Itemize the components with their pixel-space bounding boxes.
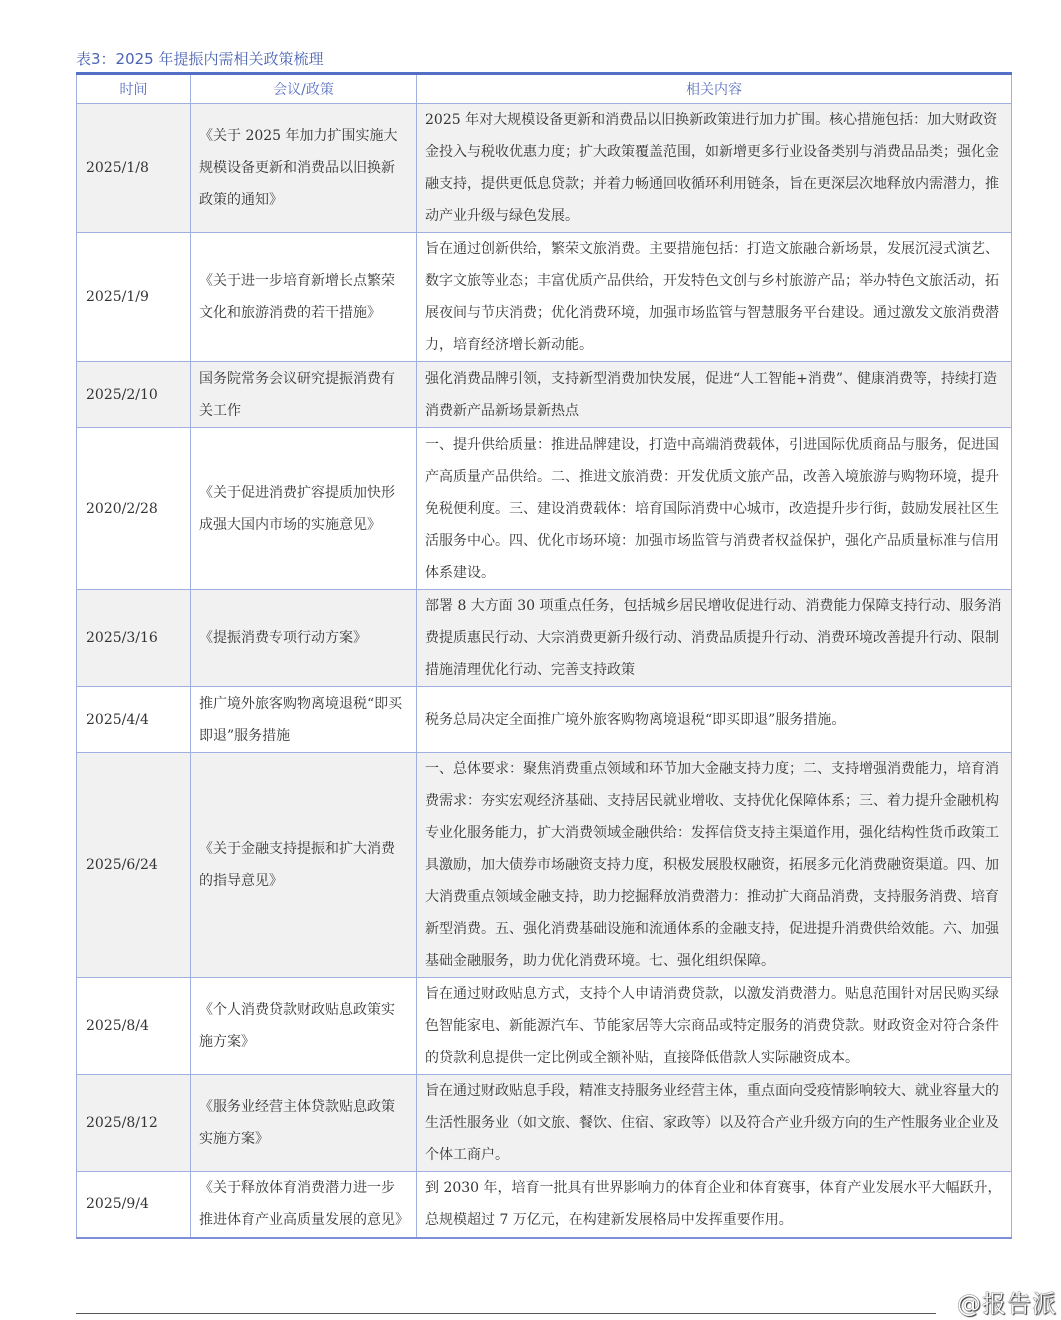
row-date: 2025/3/16 (77, 590, 191, 687)
row-date: 2020/2/28 (77, 428, 191, 590)
table-row (77, 428, 1012, 590)
table-row (77, 104, 1012, 233)
row-content: 强化消费品牌引领，支持新型消费加快发展，促进“人工智能+消费”、健康消费等，持续打造消费新产品新场景新热点 (417, 362, 1012, 428)
row-date: 2025/1/8 (77, 104, 191, 233)
row-policy: 《关于金融支持提振和扩大消费的指导意见》 (191, 753, 417, 978)
row-content: 一、提升供给质量：推进品牌建设，打造中高端消费载体，引进国际优质商品与服务，促进国产高质量产品供给。二、推进文旅消费：开发优质文旅产品，改善入境旅游与购物环境，提升免税便利度。三、建设消费载体：培育国际消费中心城市，改造提升步行街，鼓励发展社区生活服务中心。四、优化市场环境：加强市场监管与消费者权益保护，强化产品质量标准与信用体系建设。 (417, 428, 1012, 590)
row-policy: 《关于促进消费扩容提质加快形成强大国内市场的实施意见》 (191, 428, 417, 590)
row-date: 2025/9/4 (77, 1172, 191, 1238)
table-row (77, 978, 1012, 1075)
table-row (77, 362, 1012, 428)
row-policy: 《提振消费专项行动方案》 (191, 590, 417, 687)
table-row (77, 233, 1012, 362)
row-content: 税务总局决定全面推广境外旅客购物离境退税“即买即退”服务措施。 (417, 687, 1012, 753)
header-policy: 会议/政策 (191, 74, 417, 104)
row-date: 2025/6/24 (77, 753, 191, 978)
header-content: 相关内容 (417, 74, 1012, 104)
row-date: 2025/2/10 (77, 362, 191, 428)
table-row (77, 1172, 1012, 1238)
row-content: 旨在通过创新供给，繁荣文旅消费。主要措施包括：打造文旅融合新场景，发展沉浸式演艺、数字文旅等业态；丰富优质产品供给，开发特色文创与乡村旅游产品；举办特色文旅活动，拓展夜间与节庆消费；优化消费环境，加强市场监管与智慧服务平台建设。通过激发文旅消费潜力，培育经济增长新动能。 (417, 233, 1012, 362)
row-policy: 推广境外旅客购物离境退税“即买即退”服务措施 (191, 687, 417, 753)
table-row (77, 687, 1012, 753)
row-date: 2025/1/9 (77, 233, 191, 362)
row-content: 一、总体要求：聚焦消费重点领域和环节加大金融支持力度；二、支持增强消费能力，培育消费需求：夯实宏观经济基础、支持居民就业增收、支持优化保障体系；三、着力提升金融机构专业化服务能力，扩大消费领域金融供给：发挥信贷支持主渠道作用，强化结构性货币政策工具激励，加大债券市场融资支持力度，积极发展股权融资，拓展多元化消费融资渠道。四、加大消费重点领域金融支持，助力挖掘释放消费潜力：推动扩大商品消费，支持服务消费、培育新型消费。五、强化消费基础设施和流通体系的金融支持，促进提升消费供给效能。六、加强基础金融服务，助力优化消费环境。七、强化组织保障。 (417, 753, 1012, 978)
row-content: 到 2030 年，培育一批具有世界影响力的体育企业和体育赛事，体育产业发展水平大幅跃升，总规模超过 7 万亿元，在构建新发展格局中发挥重要作用。 (417, 1172, 1012, 1238)
table-row (77, 1075, 1012, 1172)
row-content: 2025 年对大规模设备更新和消费品以旧换新政策进行加力扩围。核心措施包括：加大财政资金投入与税收优惠力度；扩大政策覆盖范围，如新增更多行业设备类别与消费品品类；强化金融支持，提供更低息贷款；并着力畅通回收循环利用链条，旨在更深层次地释放内需潜力，推动产业升级与绿色发展。 (417, 104, 1012, 233)
table-row (77, 590, 1012, 687)
table-row (77, 753, 1012, 978)
row-content: 旨在通过财政贴息方式，支持个人申请消费贷款，以激发消费潜力。贴息范围针对居民购买绿色智能家电、新能源汽车、节能家居等大宗商品或特定服务的消费贷款。财政资金对符合条件的贷款利息提供一定比例或全额补贴，直接降低借款人实际融资成本。 (417, 978, 1012, 1075)
row-policy: 国务院常务会议研究提振消费有关工作 (191, 362, 417, 428)
footer-rule (76, 1313, 936, 1314)
table-header-row (77, 74, 1012, 104)
row-policy: 《关于释放体育消费潜力进一步推进体育产业高质量发展的意见》 (191, 1172, 417, 1238)
row-policy: 《关于 2025 年加力扩围实施大规模设备更新和消费品以旧换新政策的通知》 (191, 104, 417, 233)
row-date: 2025/4/4 (77, 687, 191, 753)
row-date: 2025/8/12 (77, 1075, 191, 1172)
watermark: @报告派 (957, 1290, 1057, 1318)
row-policy: 《关于进一步培育新增长点繁荣文化和旅游消费的若干措施》 (191, 233, 417, 362)
row-content: 部署 8 大方面 30 项重点任务，包括城乡居民增收促进行动、消费能力保障支持行动、服务消费提质惠民行动、大宗消费更新升级行动、消费品质提升行动、消费环境改善提升行动、限制措施清理优化行动、完善支持政策 (417, 590, 1012, 687)
row-policy: 《个人消费贷款财政贴息政策实施方案》 (191, 978, 417, 1075)
row-policy: 《服务业经营主体贷款贴息政策实施方案》 (191, 1075, 417, 1172)
policy-table (76, 72, 1012, 1239)
row-content: 旨在通过财政贴息手段，精准支持服务业经营主体，重点面向受疫情影响较大、就业容量大的生活性服务业（如文旅、餐饮、住宿、家政等）以及符合产业升级方向的生产性服务业企业及个体工商户。 (417, 1075, 1012, 1172)
table-caption: 表3：2025 年提振内需相关政策梳理 (76, 50, 324, 68)
header-date: 时间 (77, 74, 191, 104)
row-date: 2025/8/4 (77, 978, 191, 1075)
